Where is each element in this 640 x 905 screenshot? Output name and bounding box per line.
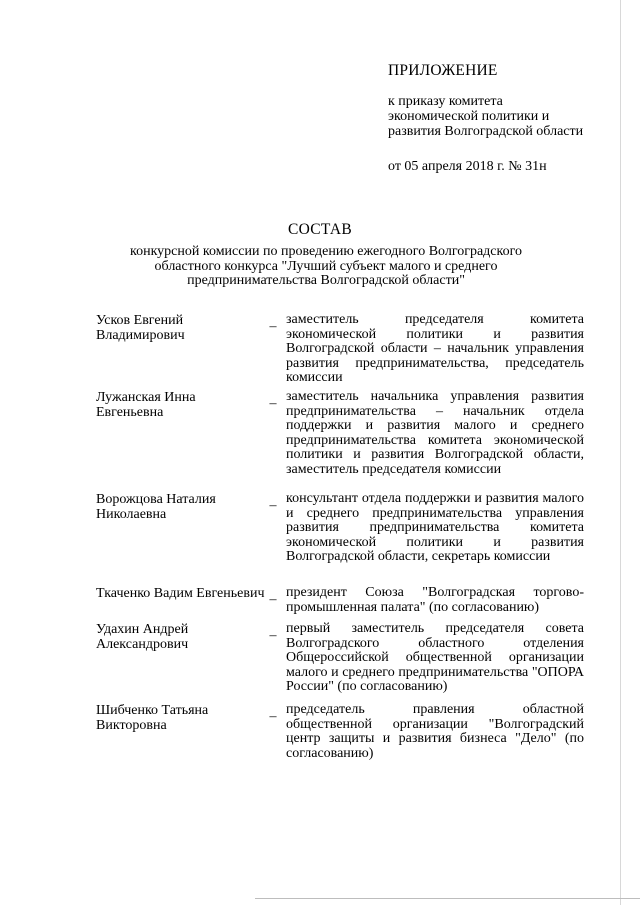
member-role: заместитель председателя комитета экономической политики и развития Волгоградской области – начальник управления развития предпринимательства, председатель комиссии <box>286 312 584 385</box>
member-role: первый заместитель председателя совета Волгоградского областного отделения Общероссийской общественной организации малого и среднего предпринимательства "ОПОРА России" (по согласованию) <box>286 621 584 694</box>
member-role: председатель правления областной общественной организации "Волгоградский центр защиты и развития бизнеса "Дело" (по согласованию) <box>286 702 584 761</box>
member-name: Шибченко Татьяна Викторовна <box>96 703 209 733</box>
appendix-block <box>388 62 588 175</box>
member-dash: – <box>269 628 277 643</box>
member-dash: – <box>269 709 277 724</box>
document-heading: СОСТАВ <box>287 221 353 238</box>
appendix-date: от 05 апреля 2018 г. № 31н <box>388 159 547 174</box>
member-role: консультант отдела поддержки и развития малого и среднего предпринимательства управления развития предпринимательства комитета экономической политики и развития Волгоградской области, секретарь комиссии <box>286 491 584 564</box>
scan-edge-line <box>620 0 621 905</box>
member-name: Усков Евгений Владимирович <box>96 313 185 343</box>
member-dash: – <box>269 319 277 334</box>
member-role: президент Союза "Волгоградская торгово-промышленная палата" (по согласованию) <box>286 585 584 615</box>
scan-bottom-edge <box>255 898 640 899</box>
appendix-reference: к приказу комитета экономической политики и развития Волгоградской области <box>388 94 584 139</box>
member-dash: – <box>269 498 277 513</box>
document-subheading: конкурсной комиссии по проведению ежегодного Волгоградского областного конкурса "Лучший субъект малого и среднего предпринимательства Волгоградской области" <box>129 244 523 288</box>
member-role: заместитель начальника управления развития предпринимательства – начальник отдела поддержки и развития малого и среднего предпринимательства комитета экономической политики и развития Волгоградской области, заместитель председателя комиссии <box>286 389 584 477</box>
member-name: Ткаченко Вадим Евгеньевич <box>96 586 265 601</box>
member-dash: – <box>269 396 277 411</box>
member-name: Удахин Андрей Александрович <box>96 622 189 652</box>
member-name: Ворожцова Наталия Николаевна <box>96 492 216 522</box>
appendix-title: ПРИЛОЖЕНИЕ <box>388 62 498 79</box>
member-name: Лужанская Инна Евгеньевна <box>96 390 196 420</box>
member-dash: – <box>269 592 277 607</box>
